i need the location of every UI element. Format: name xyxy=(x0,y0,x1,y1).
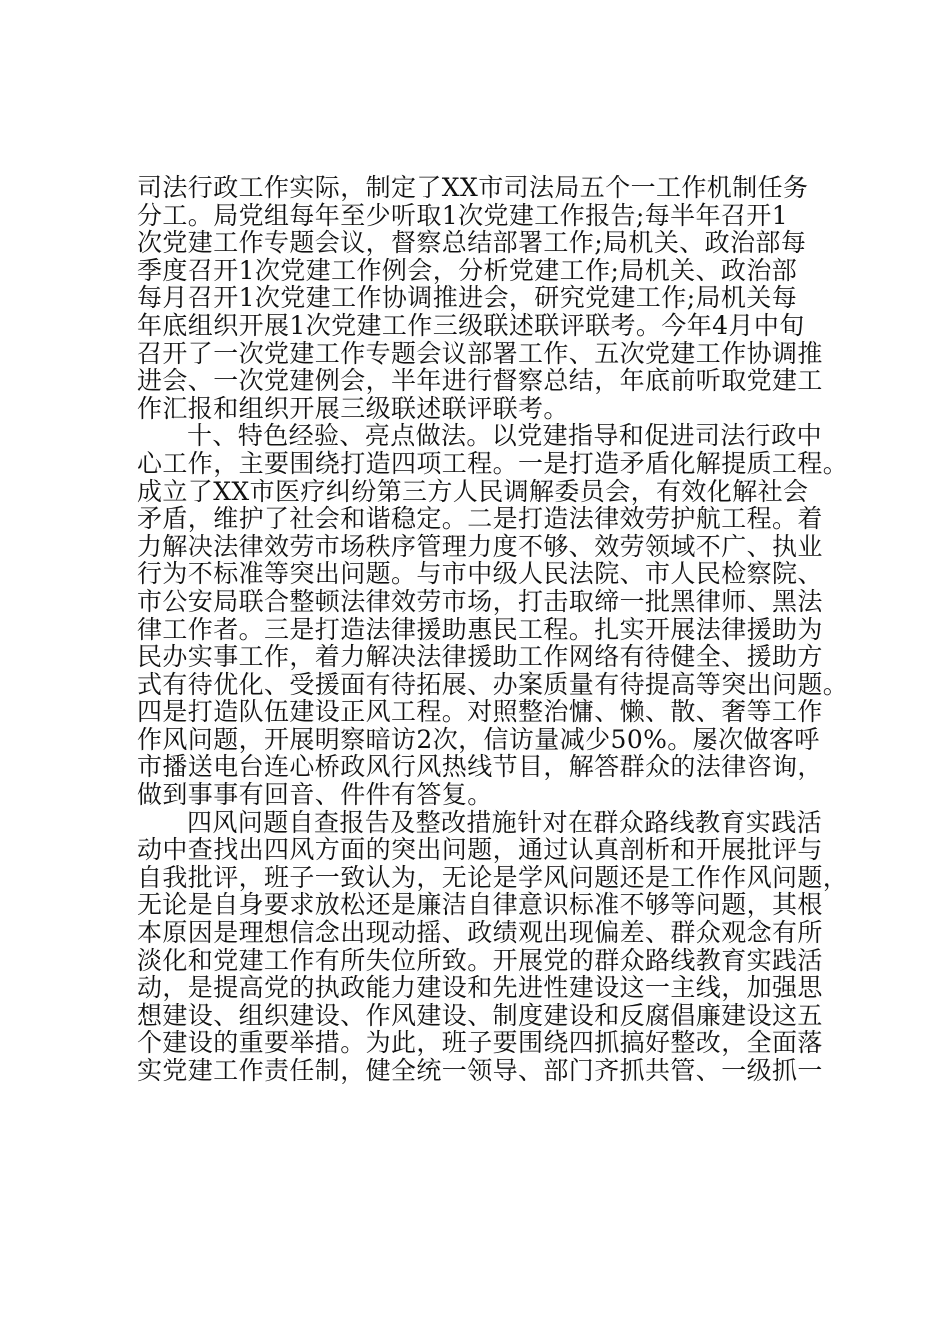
text-line: 作风问题，开展明察暗访2次，信访量减少50%。屡次做客呼 xyxy=(137,724,820,754)
document-body-text xyxy=(137,173,849,1085)
text-line: 无论是自身要求放松还是廉洁自律意识标准不够等问题，其根 xyxy=(137,890,823,920)
text-line: 成立了XX市医疗纠纷第三方人民调解委员会，有效化解社会 xyxy=(137,476,809,506)
text-line: 矛盾，维护了社会和谐稳定。二是打造法律效劳护航工程。着 xyxy=(137,504,823,534)
text-line: 召开了一次党建工作专题会议部署工作、五次党建工作协调推 xyxy=(137,338,823,368)
text-line: 次党建工作专题会议，督察总结部署工作;局机关、政治部每 xyxy=(137,228,807,258)
text-line: 年底组织开展1次党建工作三级联述联评联考。今年4月中旬 xyxy=(137,310,805,340)
text-line: 行为不标准等突出问题。与市中级人民法院、市人民检察院、 xyxy=(137,559,823,589)
text-line: 进会、一次党建例会，半年进行督察总结，年底前听取党建工 xyxy=(137,366,823,396)
text-line: 淡化和党建工作有所失位所致。开展党的群众路线教育实践活 xyxy=(137,945,823,975)
text-line: 实党建工作责任制，健全统一领导、部门齐抓共管、一级抓一 xyxy=(137,1056,823,1085)
text-line: 市播送电台连心桥政风行风热线节目，解答群众的法律咨询， xyxy=(137,752,823,782)
text-line: 律工作者。三是打造法律援助惠民工程。扎实开展法律援助为 xyxy=(137,614,823,644)
text-line: 动，是提高党的执政能力建设和先进性建设这一主线，加强思 xyxy=(137,973,823,1003)
paragraph-first-line: 十、特色经验、亮点做法。以党建指导和促进司法行政中 xyxy=(187,421,823,451)
text-line: 司法行政工作实际，制定了XX市司法局五个一工作机制任务 xyxy=(137,173,809,202)
text-line: 每月召开1次党建工作协调推进会，研究党建工作;局机关每 xyxy=(137,283,798,313)
text-line: 自我批评，班子一致认为，无论是学风问题还是工作作风问题， xyxy=(137,862,849,892)
text-line: 想建设、组织建设、作风建设、制度建设和反腐倡廉建设这五 xyxy=(137,1000,823,1030)
text-line: 个建设的重要举措。为此，班子要围绕四抓搞好整改，全面落 xyxy=(137,1028,823,1058)
text-line: 民办实事工作，着力解决法律援助工作网络有待健全、援助方 xyxy=(137,642,823,672)
paragraph-first-line: 四风问题自查报告及整改措施针对在群众路线教育实践活 xyxy=(187,807,823,837)
text-line: 四是打造队伍建设正风工程。对照整治慵、懒、散、奢等工作 xyxy=(137,697,823,727)
text-line: 季度召开1次党建工作例会，分析党建工作;局机关、政治部 xyxy=(137,255,798,285)
text-line: 力解决法律效劳市场秩序管理力度不够、效劳领域不广、执业 xyxy=(137,531,823,561)
text-line: 市公安局联合整顿法律效劳市场，打击取缔一批黑律师、黑法 xyxy=(137,586,823,616)
text-line: 作汇报和组织开展三级联述联评联考。 xyxy=(137,393,569,423)
text-line: 动中查找出四风方面的突出问题，通过认真剖析和开展批评与 xyxy=(137,835,823,865)
text-line: 本原因是理想信念出现动摇、政绩观出现偏差、群众观念有所 xyxy=(137,918,823,948)
text-line: 做到事事有回音、件件有答复。 xyxy=(137,780,493,810)
text-line: 分工。局党组每年至少听取1次党建工作报告;每半年召开1 xyxy=(137,200,789,230)
text-line: 式有待优化、受援面有待拓展、办案质量有待提高等突出问题。 xyxy=(137,669,849,699)
text-line: 心工作，主要围绕打造四项工程。一是打造矛盾化解提质工程。 xyxy=(137,448,849,478)
